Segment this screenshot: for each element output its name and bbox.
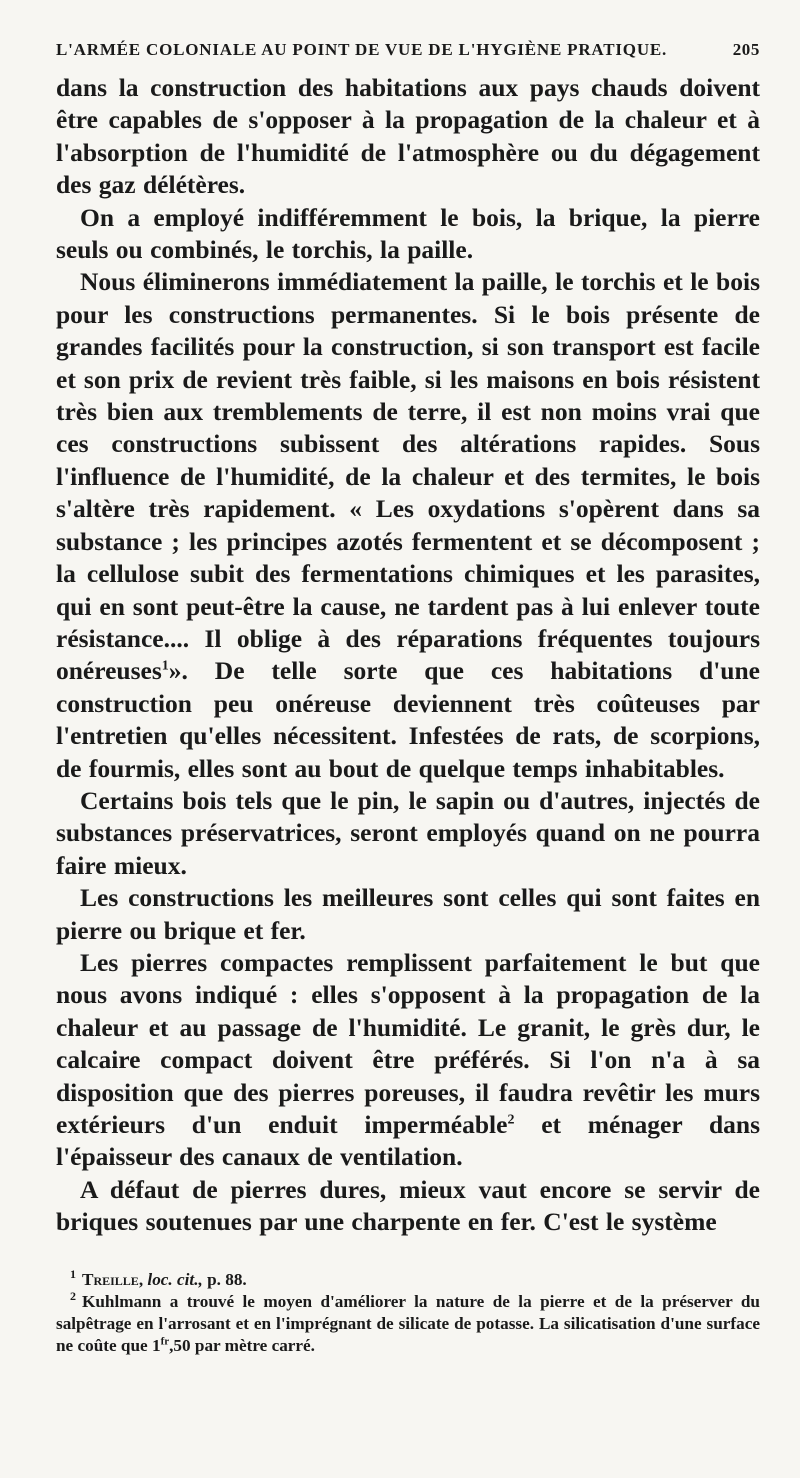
footnote-author: Treille, xyxy=(82,1269,144,1289)
paragraph: On a employé indifféremment le bois, la brique, la pierre seuls ou combinés, le torchis, la paille. xyxy=(56,202,760,265)
paragraph: Nous éliminerons immédiatement la paille, le torchis et le bois pour les constructions permanentes. Si le bois présente de grandes facilités pour la construction, si son transport est facile et son prix de revient très faible, si les maisons en bois résistent très bien aux tremblements de terre, il est non moins vrai que ces constructions subissent des altérations rapides. Sous l'influence de l'humidité, de la chaleur et des termites, le bois s'altère très rapidement. « Les oxydations s'opèrent dans sa substance ; les principes azotés fermentent et se décomposent ; la cellulose subit des fermentations chimiques et les parasites, qui en sont peut-être la cause, ne tardent pas à lui enlever toute résistance.... Il oblige à des réparations fréquentes toujours onéreuses$^1$». De telle sorte que ces habitations d'une construction peu onéreuse deviennent très coûteuses par l'entretien qu'elles nécessitent. Infestées de rats, de scorpions, de fourmis, elles sont au bout de quelque temps inhabitables. xyxy=(56,267,760,783)
page xyxy=(56,40,760,1357)
footnote-ref: 1 xyxy=(161,658,169,674)
running-head xyxy=(56,40,760,60)
footnotes xyxy=(56,1266,760,1357)
footnote: $^2$ Kuhlmann a trouvé le moyen d'améliorer la nature de la pierre et de la préserver du salpêtrage en l'arrosant et en l'imprégnant de silicate de potasse. La silicatisation d'une surface ne coûte que $1^{fr},50$ par mètre carré. xyxy=(56,1288,760,1355)
paragraph-continuation: dans la construction des habitations aux pays chauds doivent être capables de s'opposer à la propagation de la chaleur et à l'absorption de l'humidité de l'atmosphère ou du dégagement des gaz délétères. xyxy=(56,73,760,200)
paragraph: Les constructions les meilleures sont celles qui sont faites en pierre ou brique et fer. xyxy=(56,883,760,945)
paragraph: Les pierres compactes remplissent parfaitement le but que nous avons indiqué : elles s'opposent à la propagation de la chaleur et au passage de l'humidité. Le granit, le grès dur, le calcaire compact doivent être préférés. Si l'on n'a à sa disposition que des pierres poreuses, il faudra revêtir les murs extérieurs d'un enduit imperméable$^2$ et ménager dans l'épaisseur des canaux de ventilation. xyxy=(56,947,760,1172)
running-title: L'ARMÉE COLONIALE AU POINT DE VUE DE L'HYGIÈNE PRATIQUE. xyxy=(56,40,668,59)
footnote: $^1$ Treille, loc. cit., p. 88. xyxy=(70,1266,247,1289)
page-number: 205 xyxy=(732,40,760,59)
body-text xyxy=(56,72,760,1239)
paragraph: Certains bois tels que le pin, le sapin ou d'autres, injectés de substances préservatrices, seront employés quand on ne pourra faire mieux. xyxy=(56,785,760,880)
footnote-ref: 2 xyxy=(507,1112,515,1128)
paragraph: A défaut de pierres dures, mieux vaut encore se servir de briques soutenues par une charpente en fer. C'est le système xyxy=(56,1174,760,1237)
